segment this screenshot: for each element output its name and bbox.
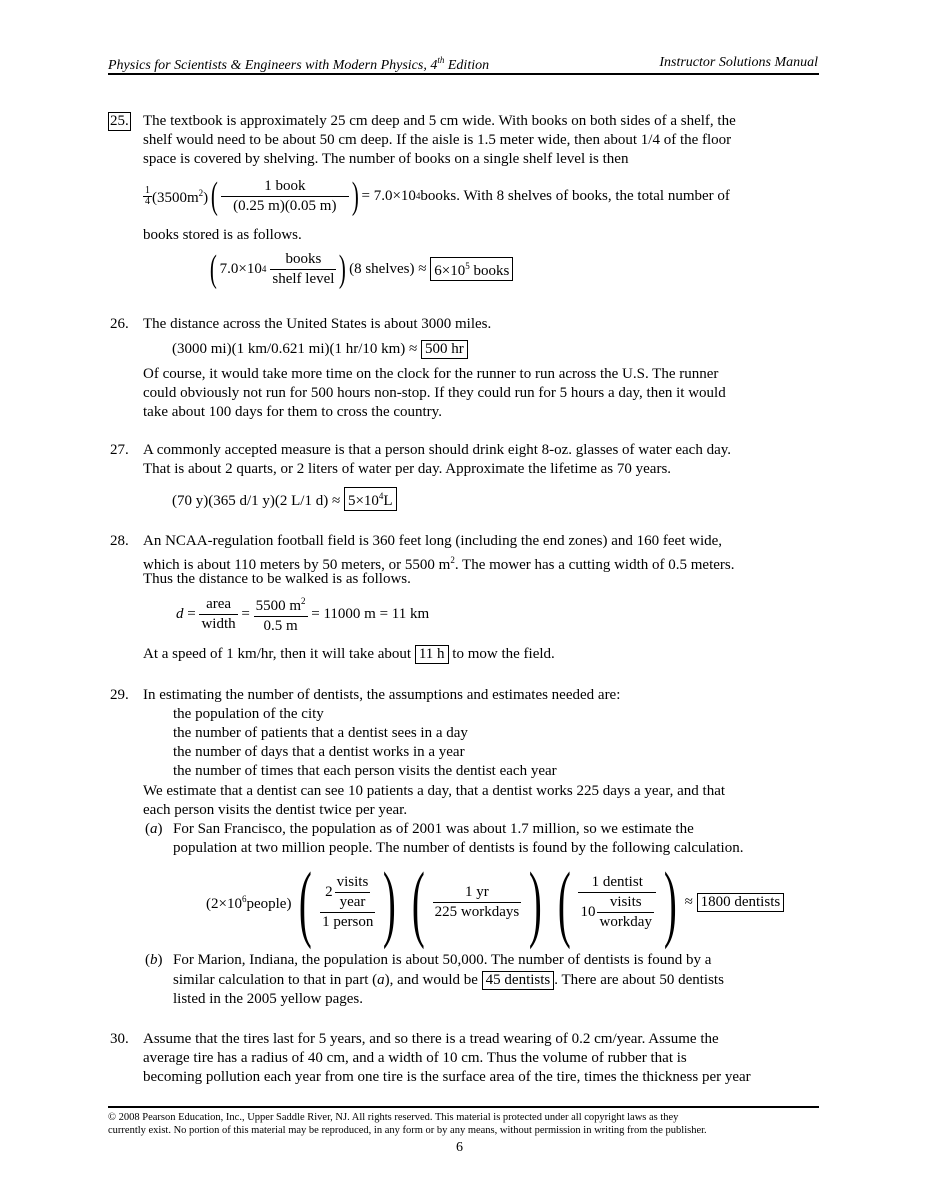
assumption-item-1: the population of the city — [173, 706, 324, 722]
problem-30-line-1: Assume that the tires last for 5 years, and so there is a tread wearing of 0.2 cm/year. Assume the — [143, 1031, 719, 1047]
problem-25-line-4: books stored is as follows. — [143, 227, 302, 243]
problem-28-number: 28. — [110, 533, 129, 549]
approx-sign: ≈ — [684, 893, 693, 910]
part-b-line-1: For Marion, Indiana, the population is about 50,000. The number of dentists is found by a — [173, 952, 712, 968]
problem-25-line-2: shelf would need to be about 50 cm deep. If the aisle is 1.5 meter wide, then about 1/4 of the floor — [143, 132, 732, 148]
problem-28-line-4: At a speed of 1 km/hr, then it will take about 11 h to mow the field. — [143, 646, 555, 662]
distance-variable: d — [176, 605, 184, 622]
copyright-line-2: currently exist. No portion of this material may be reproduced, in any form or by any means, without permission in writing from the publisher. — [108, 1125, 707, 1136]
problem-27-equation — [172, 487, 397, 511]
copyright-line-1: © 2008 Pearson Education, Inc., Upper Saddle River, NJ. All rights reserved. This material is protected under all copyright laws as they — [108, 1112, 679, 1123]
problem-26-line-1: The distance across the United States is about 3000 miles. — [143, 316, 492, 332]
equation-26: (3000 mi)(1 km/0.621 mi)(1 hr/10 km) ≈ — [172, 341, 418, 357]
problem-28-line-1: An NCAA-regulation football field is 360 feet long (including the end zones) and 160 feet wide, — [143, 533, 723, 549]
part-b-answer: 45 dentists — [482, 971, 555, 990]
problem-25-number: 25. — [110, 113, 129, 129]
area-over-width-fraction: $\frac{\text{area}}{\text{width}}$ — [201, 595, 236, 632]
book-per-area-fraction: $\frac{\text{1 book}}{(0.25 m)(0.05 m)}$ — [221, 177, 349, 216]
equation-1-result: = 7.0×10 — [361, 187, 416, 204]
problem-25-equation-2: ( 7.0×10 4 $\frac{\text{books}}{\text{shelf level}}$ ) (8 shelves) ≈ $6\times 10^5$ books — [207, 246, 513, 292]
population-term: $(2\times 10^6people)$ — [206, 894, 292, 912]
equation-28-result: = 11000 m = 11 km — [311, 605, 430, 622]
visits-per-person-fraction: 2 $\frac{\text{visits}}{\text{year}}$ 1 person — [322, 873, 374, 930]
problem-26-line-2: Of course, it would take more time on the clock for the runner to run across the U.S. The runner — [143, 366, 719, 382]
running-header-right: Instructor Solutions Manual — [659, 55, 818, 70]
header-book-title: Physics for Scientists & Engineers with Modern Physics, 4 — [108, 58, 438, 73]
problem-27-line-2: That is about 2 quarts, or 2 liters of water per day. Approximate the lifetime as 70 years. — [143, 461, 672, 477]
assumption-item-4: the number of times that each person visits the dentist each year — [173, 763, 557, 779]
problem-30-line-3: becoming pollution each year from one tire is the surface area of the tire, times the thickness per year — [143, 1069, 751, 1085]
header-edition: Edition — [444, 58, 490, 73]
problem-29-line-1: In estimating the number of dentists, the assumptions and estimates needed are: — [143, 687, 621, 703]
problem-26-equation — [172, 340, 468, 359]
problem-28-line-3: Thus the distance to be walked is as follows. — [143, 571, 411, 587]
year-per-workday-fraction: $\frac{1 yr}{\text{225 workdays}}$ — [434, 883, 520, 920]
problem-28-line-2: which is about 110 meters by 50 meters, or 5500 $m^2$. The mower has a cutting width of 0.5 meters. — [143, 555, 735, 573]
problem-30-line-2: average tire has a radius of 40 cm, and a width of 10 cm. Thus the volume of rubber that is — [143, 1050, 687, 1066]
problem-26-line-4: take about 100 days for them to cross the country. — [143, 404, 442, 420]
header-rule — [108, 73, 819, 75]
problem-28-equation: d = $\frac{\text{area}}{\text{width}}$ = $\frac{5500 m^2}{0.5 m}$ = 11000 m = 11 km — [176, 592, 429, 636]
problem-25-answer: $6\times 10^5$ books — [430, 257, 513, 281]
equation-2-middle: (8 shelves) ≈ — [349, 260, 427, 277]
page-number: 6 — [456, 1140, 463, 1155]
problem-27-answer: $5\times 10^4L$ — [344, 487, 397, 511]
problem-26-number: 26. — [110, 316, 129, 332]
problem-30-number: 30. — [110, 1031, 129, 1047]
part-b-line-3: listed in the 2005 yellow pages. — [173, 991, 363, 1007]
equation-2-exponent: 4 — [261, 263, 267, 274]
numeric-fraction: $\frac{5500 m^2}{0.5 m}$ — [255, 596, 306, 634]
problem-28-answer: 11 h — [415, 645, 449, 664]
assumption-item-2: the number of patients that a dentist sees in a day — [173, 725, 468, 741]
books-per-shelf-fraction: $\frac{\text{books}}{\text{shelf level}}$ — [272, 250, 335, 287]
equation-27: (70 y)(365 d/1 y)(2 L/1 d) ≈ — [172, 493, 341, 509]
part-a-line-1: For San Francisco, the population as of 2001 was about 1.7 million, so we estimate the — [173, 821, 694, 837]
problem-27-number: 27. — [110, 442, 129, 458]
part-b-label: (b) — [145, 952, 163, 968]
problem-27-line-1: A commonly accepted measure is that a person should drink eight 8-oz. glasses of water each day. — [143, 442, 732, 458]
assumption-item-3: the number of days that a dentist works in a year — [173, 744, 465, 760]
problem-25-line-1: The textbook is approximately 25 cm deep and 5 cm wide. With books on both sides of a shelf, the — [143, 113, 736, 129]
problem-29-equation: $(2\times 10^6people)$ ( 2 $\frac{\text{visits}}{\text{year}}$ 1 person ) ( $\frac{1 yr}{\text{225 workdays}}$ ) ( 1 dentist 10 $\frac{\text{visits}}{\text{workday}}$ ) ≈ 1800 dentists — [206, 858, 784, 946]
problem-29-line-2: We estimate that a dentist can see 10 patients a day, that a dentist works 225 days a year, and that — [143, 783, 726, 799]
problem-29-number: 29. — [110, 687, 129, 703]
problem-25-line-3: space is covered by shelving. The number of books on a single shelf level is then — [143, 151, 629, 167]
part-b-line-2: similar calculation to that in part (a), and would be 45 dentists . There are about 50 dentists — [173, 972, 724, 988]
problem-29-line-3: each person visits the dentist twice per year. — [143, 802, 408, 818]
quarter-fraction: $\frac{1}{4}$ — [145, 184, 150, 207]
equation-1-text: books. With 8 shelves of books, the total number of — [420, 187, 730, 204]
area-term: $(3500m^2)$ — [152, 188, 209, 206]
equation-2-coefficient: 7.0×10 — [219, 260, 262, 277]
part-a-line-2: population at two million people. The number of dentists is found by the following calculation. — [173, 840, 744, 856]
problem-26-answer: 500 hr — [421, 340, 468, 359]
part-a-label: (a) — [145, 821, 163, 837]
problem-25-equation-1: $\frac{1}{4}$ $(3500m^2)$ ( $\frac{\text{1 book}}{(0.25 m)(0.05 m)}$ ) = 7.0×10 4 books. With 8 shelves of books, the total number of — [145, 175, 730, 217]
problem-26-line-3: could obviously not run for 500 hours non-stop. If they could run for 5 hours a day, then it would — [143, 385, 726, 401]
footer-rule — [108, 1106, 819, 1108]
dentist-per-visit-fraction: 1 dentist 10 $\frac{\text{visits}}{\text{workday}}$ — [578, 873, 656, 932]
running-header-left — [108, 55, 489, 74]
part-a-answer: 1800 dentists — [697, 893, 785, 912]
header-superscript: th — [437, 55, 445, 65]
equation-1-exponent: 4 — [415, 190, 421, 201]
